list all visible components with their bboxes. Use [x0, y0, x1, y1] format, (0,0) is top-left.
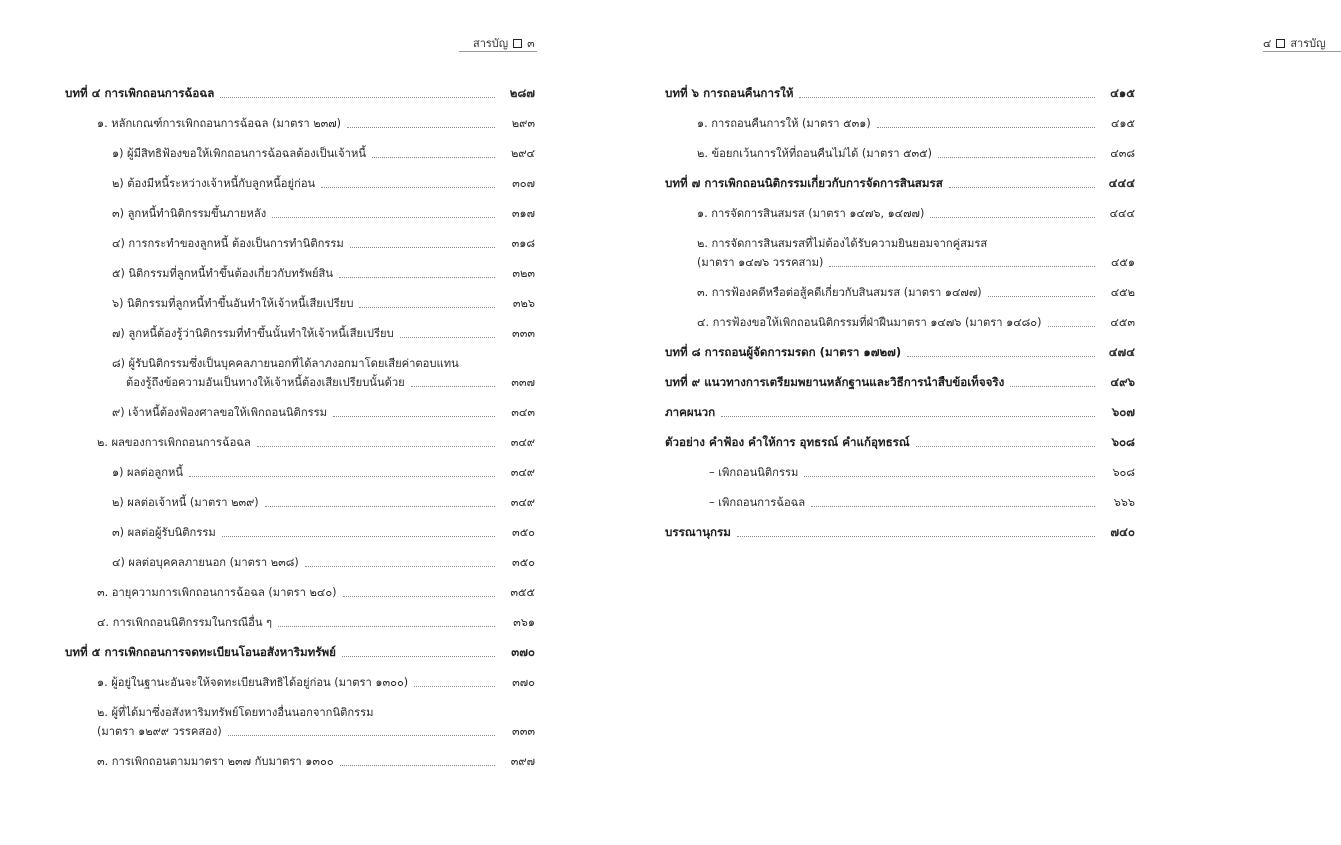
- toc-entry: [665, 234, 1135, 272]
- toc-entry-label: ๘) ผู้รับนิติกรรมซึ่งเป็นบุคคลภายนอกที่ได้ลาภงอกมาโดยเสียค่าตอบแทน: [112, 357, 459, 370]
- toc-chapter-entry: [665, 343, 1135, 362]
- leader-dots: [347, 127, 495, 128]
- toc-entry: [665, 313, 1135, 332]
- leader-dots: [1048, 326, 1096, 327]
- toc-page-number: ๖๐๘: [1112, 466, 1135, 479]
- toc-entry: [65, 703, 535, 741]
- leader-dots: [1010, 386, 1095, 387]
- right-page: [600, 0, 1326, 845]
- toc-page-number: ๔๑๕: [1110, 117, 1135, 130]
- toc-entry: [65, 673, 535, 692]
- toc-entry-label: ๒) ผลต่อเจ้าหนี้ (มาตรา ๒๓๙): [112, 496, 259, 509]
- running-head-title: สารบัญ: [1290, 37, 1326, 50]
- toc-entry-label: ๒. ผู้ที่ได้มาซึ่งอสังหาริมทรัพย์โดยทางอื่นนอกจากนิติกรรม: [97, 706, 374, 719]
- toc-page-number: ๖๐๗: [1111, 405, 1135, 419]
- toc-page-number: ๓๖๑: [513, 616, 535, 629]
- leader-dots: [930, 217, 1095, 218]
- toc-entry-label: ๒. ผลของการเพิกถอนการฉ้อฉล: [97, 436, 251, 449]
- toc-entry-label: ตัวอย่าง คำฟ้อง คำให้การ อุทธรณ์ คำแก้อุทธรณ์: [665, 435, 910, 449]
- toc-entry-label: ๔) การกระทำของลูกหนี้ ต้องเป็นการทำนิติกรรม: [112, 237, 344, 250]
- square-bullet-icon: [1276, 39, 1285, 48]
- running-head-page-number: ๔: [1263, 37, 1272, 50]
- toc-entry-label: บทที่ ๕ การเพิกถอนการจดทะเบียนโอนอสังหาริมทรัพย์: [65, 645, 336, 659]
- toc-entry: [665, 144, 1135, 163]
- toc-chapter-entry: [665, 373, 1135, 392]
- toc-entry-label: บทที่ ๖ การถอนคืนการให้: [665, 86, 794, 100]
- toc-entry-label: ๑. ผู้อยู่ในฐานะอันจะให้จดทะเบียนสิทธิได้อยู่ก่อน (มาตรา ๑๓๐๐): [97, 676, 409, 689]
- toc-page-number: ๖๐๘: [1111, 435, 1135, 449]
- toc-entry-label: ๓. การฟ้องคดีหรือต่อสู้คดีเกี่ยวกับสินสมรส (มาตรา ๑๔๗๗): [697, 286, 982, 299]
- toc-entry: [65, 234, 535, 253]
- leader-dots: [721, 416, 1095, 417]
- leader-dots: [400, 337, 495, 338]
- toc-chapter-entry: [665, 403, 1135, 422]
- toc-page-number: ๓๔๙: [510, 436, 535, 449]
- toc-page-number: ๒๘๗: [509, 86, 535, 100]
- toc-entry-label: ๒. ข้อยกเว้นการให้ที่ถอนคืนไม่ได้ (มาตรา ๕๓๕): [697, 147, 933, 160]
- toc-page-number: ๔๕๑: [1110, 256, 1135, 269]
- running-head-page-number: ๓: [527, 37, 535, 50]
- leader-dots: [411, 386, 495, 387]
- toc-entry: [665, 283, 1135, 302]
- toc-entry-label-continued: (มาตรา ๑๒๙๙ วรรคสอง): [97, 725, 222, 738]
- leader-dots: [372, 157, 495, 158]
- toc-page-number: ๓๗๐: [511, 645, 535, 659]
- toc-page-number: ๒๙๓: [511, 117, 535, 130]
- toc-entry-label: บทที่ ๗ การเพิกถอนนิติกรรมเกี่ยวกับการจัดการสินสมรส: [665, 176, 943, 190]
- toc-page-number: ๒๙๔: [510, 147, 535, 160]
- toc-page-number: ๗๔๐: [1110, 525, 1135, 539]
- toc-page-number: ๔๔๔: [1108, 176, 1135, 190]
- toc-entry-label: ๑. การจัดการสินสมรส (มาตรา ๑๔๗๖, ๑๔๗๗): [697, 207, 925, 220]
- toc-page-number: ๔๙๖: [1110, 375, 1135, 389]
- toc-page-number: ๔๔๔: [1109, 207, 1135, 220]
- toc-entry: [65, 294, 535, 313]
- toc-page-number: ๓๐๗: [512, 177, 535, 190]
- toc-entry: [65, 493, 535, 512]
- table-of-contents: [65, 84, 535, 771]
- toc-entry-label: บรรณานุกรม: [665, 525, 731, 539]
- toc-entry-label: ๒. การจัดการสินสมรสที่ไม่ต้องได้รับความยินยอมจากคู่สมรส: [697, 237, 988, 250]
- toc-chapter-entry: [665, 433, 1135, 452]
- toc-entry: [65, 523, 535, 542]
- toc-page-number: ๔๑๕: [1110, 86, 1135, 100]
- leader-dots: [737, 536, 1095, 537]
- leader-dots: [343, 596, 495, 597]
- toc-entry-label: ๓. อายุความการเพิกถอนการฉ้อฉล (มาตรา ๒๔๐): [97, 586, 337, 599]
- toc-entry-label: บทที่ ๔ การเพิกถอนการฉ้อฉล: [65, 86, 215, 100]
- toc-page-number: ๓๙๗: [510, 755, 535, 768]
- leader-dots: [278, 626, 495, 627]
- toc-entry-label: ๖) นิติกรรมที่ลูกหนี้ทำขึ้นอันทำให้เจ้าหนี้เสียเปรียบ: [112, 297, 354, 310]
- running-head: [473, 34, 535, 52]
- leader-dots: [189, 476, 495, 477]
- toc-entry: [65, 144, 535, 163]
- table-of-contents: [665, 84, 1135, 542]
- header-rule: [1263, 51, 1341, 52]
- toc-chapter-entry: [65, 643, 535, 662]
- left-page: [0, 0, 600, 845]
- leader-dots: [829, 266, 1095, 267]
- toc-page-number: ๓๒๖: [512, 297, 535, 310]
- toc-entry-label: ๔. การเพิกถอนนิติกรรมในกรณีอื่น ๆ: [97, 616, 273, 629]
- toc-entry-label: ภาคผนวก: [665, 405, 716, 419]
- toc-page-number: ๓๔๙: [510, 496, 535, 509]
- toc-entry: [65, 114, 535, 133]
- leader-dots: [799, 97, 1095, 98]
- leader-dots: [916, 446, 1095, 447]
- toc-entry: [65, 463, 535, 482]
- toc-entry-label: ๑. การถอนคืนการให้ (มาตรา ๕๓๑): [697, 117, 871, 130]
- toc-entry: [65, 324, 535, 343]
- leader-dots: [333, 416, 495, 417]
- toc-entry-label: ๓) ผลต่อผู้รับนิติกรรม: [112, 526, 216, 539]
- toc-page-number: ๓๓๗: [511, 376, 535, 389]
- toc-entry-label-continued: ต้องรู้ถึงข้อความอันเป็นทางให้เจ้าหนี้ต้องเสียเปรียบนั้นด้วย: [126, 376, 405, 389]
- leader-dots: [877, 127, 1095, 128]
- toc-page-number: ๓๔๓: [511, 406, 535, 419]
- toc-entry: [65, 433, 535, 452]
- leader-dots: [949, 187, 1095, 188]
- toc-entry: [65, 553, 535, 572]
- leader-dots: [339, 277, 495, 278]
- toc-entry-label: ๒) ต้องมีหนี้ระหว่างเจ้าหนี้กับลูกหนี้อยู่ก่อน: [112, 177, 316, 190]
- leader-dots: [811, 506, 1095, 507]
- toc-chapter-entry: [665, 523, 1135, 542]
- leader-dots: [938, 157, 1095, 158]
- toc-entry-label: บทที่ ๘ การถอนผู้จัดการมรดก (มาตรา ๑๗๒๗): [665, 345, 902, 359]
- toc-page-number: ๓๕๐: [512, 556, 535, 569]
- toc-page-number: ๔๕๓: [1110, 316, 1135, 329]
- running-head-title: สารบัญ: [473, 37, 509, 50]
- toc-page-number: ๓๕๐: [512, 526, 535, 539]
- leader-dots: [907, 356, 1095, 357]
- toc-entry: [65, 752, 535, 771]
- leader-dots: [350, 247, 495, 248]
- leader-dots: [321, 187, 495, 188]
- leader-dots: [272, 217, 495, 218]
- toc-entry-label: ๑. หลักเกณฑ์การเพิกถอนการฉ้อฉล (มาตรา ๒๓๗): [97, 117, 342, 130]
- toc-entry: [665, 204, 1135, 223]
- toc-page-number: ๓๓๓: [512, 327, 535, 340]
- toc-page-number: ๓๑๗: [511, 207, 535, 220]
- toc-chapter-entry: [665, 84, 1135, 103]
- toc-entry: [65, 583, 535, 602]
- toc-page-number: ๔๕๒: [1110, 286, 1135, 299]
- toc-entry-label: ๑) ผลต่อลูกหนี้: [112, 466, 184, 479]
- leader-dots: [414, 686, 495, 687]
- toc-page-number: ๓๒๓: [512, 267, 535, 280]
- toc-page-number: ๔๓๘: [1110, 147, 1135, 160]
- toc-entry: [665, 114, 1135, 133]
- header-rule: [459, 51, 537, 52]
- leader-dots: [804, 476, 1095, 477]
- toc-entry: [665, 463, 1135, 482]
- toc-page-number: ๓๔๙: [510, 466, 535, 479]
- toc-page-number: ๓๓๓: [512, 725, 535, 738]
- toc-chapter-entry: [665, 174, 1135, 193]
- toc-entry-label-continued: (มาตรา ๑๔๗๖ วรรคสาม): [697, 256, 824, 269]
- leader-dots: [359, 307, 495, 308]
- toc-entry: [665, 493, 1135, 512]
- toc-entry-label: – เพิกถอนการฉ้อฉล: [709, 496, 806, 509]
- toc-entry-label: ๓) ลูกหนี้ทำนิติกรรมขึ้นภายหลัง: [112, 207, 267, 220]
- toc-entry: [65, 174, 535, 193]
- toc-entry-label: ๔) ผลต่อบุคคลภายนอก (มาตรา ๒๓๘): [112, 556, 299, 569]
- toc-entry-label: บทที่ ๙ แนวทางการเตรียมพยานหลักฐานและวิธีการนำสืบข้อเท็จจริง: [665, 375, 1005, 389]
- leader-dots: [988, 296, 1095, 297]
- toc-entry-label: ๑) ผู้มีสิทธิฟ้องขอให้เพิกถอนการฉ้อฉลต้องเป็นเจ้าหนี้: [112, 147, 366, 160]
- leader-dots: [220, 97, 495, 98]
- toc-entry: [65, 264, 535, 283]
- leader-dots: [228, 735, 495, 736]
- leader-dots: [265, 506, 495, 507]
- toc-entry-label: ๙) เจ้าหนี้ต้องฟ้องศาลขอให้เพิกถอนนิติกรรม: [112, 406, 327, 419]
- toc-page-number: ๔๗๔: [1108, 345, 1135, 359]
- toc-entry: [65, 613, 535, 632]
- leader-dots: [342, 656, 495, 657]
- toc-entry-label: – เพิกถอนนิติกรรม: [709, 466, 799, 479]
- running-head: [1263, 34, 1325, 52]
- toc-page-number: ๓๑๘: [511, 237, 535, 250]
- toc-entry: [65, 354, 535, 392]
- leader-dots: [305, 566, 495, 567]
- toc-page-number: ๓๕๕: [510, 586, 535, 599]
- toc-page-number: ๖๖๖: [1113, 496, 1135, 509]
- toc-entry-label: ๓. การเพิกถอนตามมาตรา ๒๓๗ กับมาตรา ๑๓๐๐: [97, 755, 334, 768]
- toc-entry-label: ๗) ลูกหนี้ต้องรู้ว่านิติกรรมที่ทำขึ้นนั้นทำให้เจ้าหนี้เสียเปรียบ: [112, 327, 394, 340]
- toc-entry: [65, 403, 535, 422]
- leader-dots: [222, 536, 495, 537]
- leader-dots: [340, 765, 495, 766]
- toc-chapter-entry: [65, 84, 535, 103]
- toc-entry-label: ๔. การฟ้องขอให้เพิกถอนนิติกรรมที่ฝ่าฝืนมาตรา ๑๔๗๖ (มาตรา ๑๔๘๐): [697, 316, 1042, 329]
- toc-page-number: ๓๗๐: [512, 676, 535, 689]
- square-bullet-icon: [513, 39, 522, 48]
- toc-entry: [65, 204, 535, 223]
- toc-entry-label: ๕) นิติกรรมที่ลูกหนี้ทำขึ้นต้องเกี่ยวกับทรัพย์สิน: [112, 267, 333, 280]
- leader-dots: [257, 446, 495, 447]
